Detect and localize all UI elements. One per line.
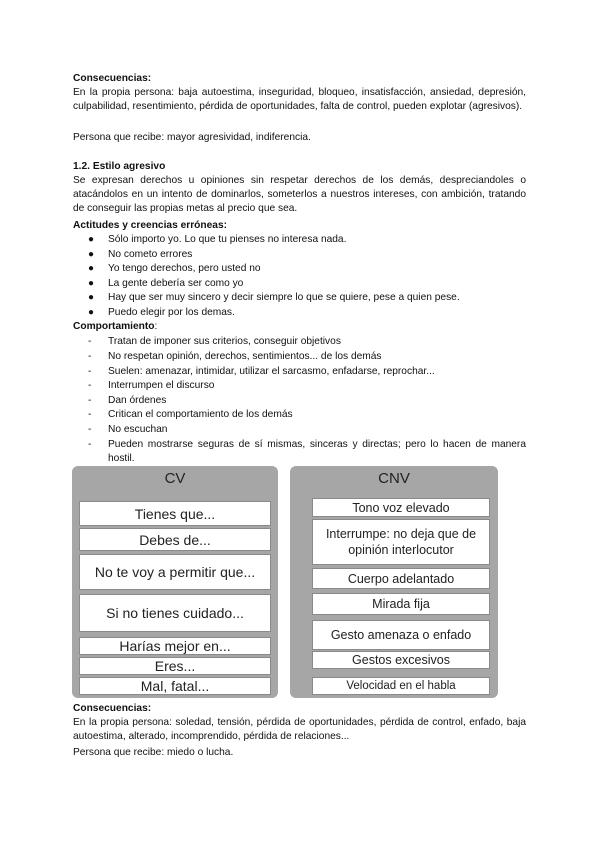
dash-icon: - — [88, 366, 92, 377]
cnv-item: Velocidad en el habla — [312, 677, 490, 695]
list-item: Yo tengo derechos, pero usted no — [108, 263, 261, 274]
dash-icon: - — [88, 351, 92, 362]
bullet-icon: ● — [88, 249, 95, 260]
dash-icon: - — [88, 424, 92, 435]
cv-item: No te voy a permitir que... — [79, 554, 271, 590]
consequences-self-top: En la propia persona: baja autoestima, inseguridad, bloqueo, insatisfacción, ansiedad, depresión, culpabilidad, resentimiento, pérdida de oportunidades, falta de control, pueden explotar (agresivos). — [73, 87, 526, 112]
cv-item: Mal, fatal... — [79, 677, 271, 695]
cv-title: CV — [164, 470, 186, 487]
behavior-heading-colon: : — [154, 321, 158, 332]
list-item: No cometo errores — [108, 249, 193, 260]
list-item: No respetan opinión, derechos, sentimientos... de los demás — [108, 351, 382, 362]
dash-icon: - — [88, 380, 92, 391]
dash-icon: - — [88, 439, 92, 450]
dash-icon: - — [88, 395, 92, 406]
list-item: Interrumpen el discurso — [108, 380, 215, 391]
cnv-title: CNV — [378, 470, 410, 487]
list-item: Puedo elegir por los demas. — [108, 307, 235, 318]
list-item: La gente debería ser como yo — [108, 278, 244, 289]
consequences-self-bottom: En la propia persona: soledad, tensión, pérdida de oportunidades, pérdida de control, enfado, baja autoestima, alterado, incomprendido, pérdida de relaciones... — [73, 717, 526, 742]
cv-item: Tienes que... — [79, 501, 271, 526]
bullet-icon: ● — [88, 234, 95, 245]
list-item: Tratan de imponer sus criterios, conseguir objetivos — [108, 336, 341, 347]
consequences-heading-top: Consecuencias: — [73, 73, 152, 84]
cnv-item: Gesto amenaza o enfado — [312, 620, 490, 650]
consequences-heading-bottom: Consecuencias: — [73, 703, 152, 714]
cv-item: Harías mejor en... — [79, 637, 271, 655]
behavior-heading: Comportamiento — [73, 321, 155, 332]
list-item: Dan órdenes — [108, 395, 167, 406]
list-item: Critican el comportamiento de los demás — [108, 409, 293, 420]
cv-item: Eres... — [79, 657, 271, 675]
cv-item: Si no tienes cuidado... — [79, 594, 271, 632]
consequences-receiver-top: Persona que recibe: mayor agresividad, indiferencia. — [73, 132, 311, 143]
dash-icon: - — [88, 409, 92, 420]
section-intro: Se expresan derechos u opiniones sin respetar derechos de los demás, despreciandoles o atacándolos en un intento de dominarlos, someterlos a nuestros intereses, con ambición, tratando de conseguir las propias metas al precio que sea. — [73, 175, 526, 214]
list-item: Pueden mostrarse seguras de sí mismas, sinceras y directas; pero lo hacen de manera hostil. — [108, 439, 526, 464]
list-item: Suelen: amenazar, intimidar, utilizar el sarcasmo, enfadarse, reprochar... — [108, 366, 435, 377]
bullet-icon: ● — [88, 307, 95, 318]
bullet-icon: ● — [88, 263, 95, 274]
cnv-item: Tono voz elevado — [312, 498, 490, 517]
cv-item: Debes de... — [79, 528, 271, 551]
dash-icon: - — [88, 336, 92, 347]
section-title: 1.2. Estilo agresivo — [73, 161, 166, 172]
bullet-icon: ● — [88, 278, 95, 289]
list-item: No escuchan — [108, 424, 168, 435]
cnv-panel — [290, 466, 498, 698]
behavior-heading-line — [73, 320, 157, 334]
cv-panel — [72, 466, 278, 698]
cnv-item: Gestos excesivos — [312, 651, 490, 669]
attitudes-heading: Actitudes y creencias erróneas: — [73, 220, 228, 231]
cnv-item: Cuerpo adelantado — [312, 568, 490, 589]
consequences-receiver-bottom: Persona que recibe: miedo o lucha. — [73, 747, 234, 758]
list-item: Hay que ser muy sincero y decir siempre lo que se quiere, pese a quien pese. — [108, 292, 460, 303]
list-item: Sólo importo yo. Lo que tu pienses no interesa nada. — [108, 234, 347, 245]
cnv-item: Mirada fija — [312, 593, 490, 615]
bullet-icon: ● — [88, 292, 95, 303]
cnv-item: Interrumpe: no deja que de opinión interlocutor — [312, 519, 490, 565]
